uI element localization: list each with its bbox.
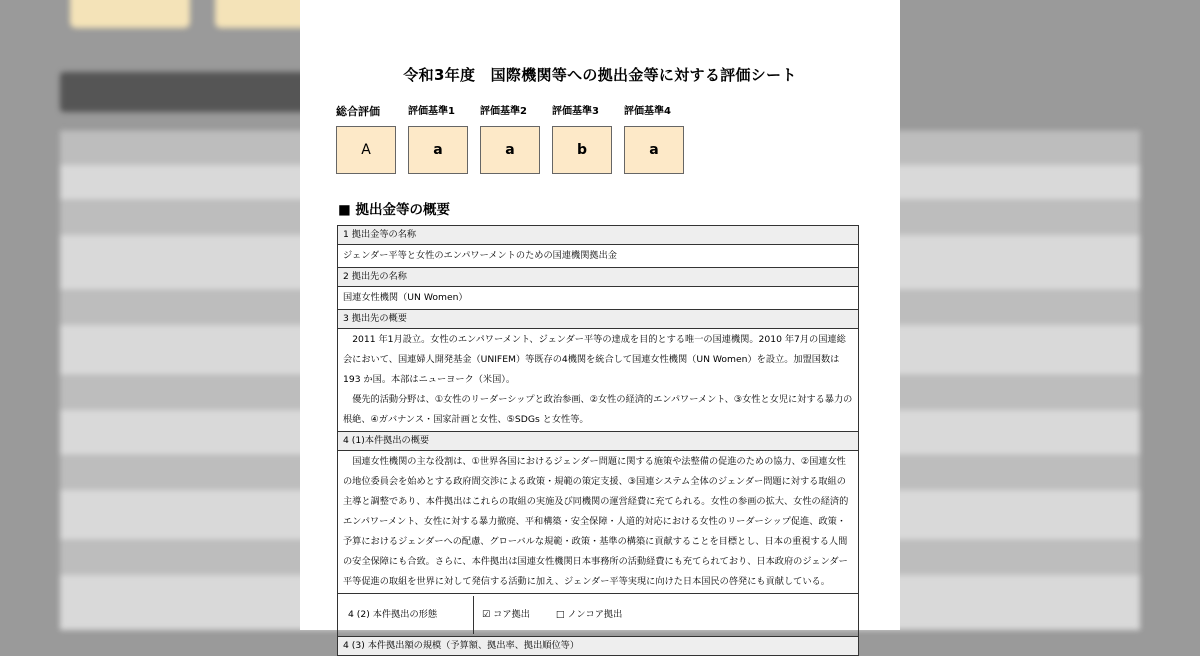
row-heading: 1 拠出金等の名称 xyxy=(338,226,859,245)
core-checkbox[interactable]: ☑ コア拠出 xyxy=(482,609,530,620)
grade-label: 評価基準3 xyxy=(552,106,599,117)
section-title: ■ 拠出金等の概要 xyxy=(338,202,450,218)
table-row-header xyxy=(338,432,859,451)
grade-overall xyxy=(336,104,396,174)
evaluation-sheet-document xyxy=(300,0,900,651)
table-row-contribution-type xyxy=(338,594,859,637)
grade-label: 評価基準2 xyxy=(480,106,527,117)
grade-label: 総合評価 xyxy=(336,105,380,118)
row-heading: 3 拠出先の概要 xyxy=(338,310,859,329)
grade-criterion-3 xyxy=(552,104,612,174)
document-title: 令和3年度 国際機関等への拠出金等に対する評価シート xyxy=(403,66,797,84)
row-heading: 2 拠出先の名称 xyxy=(338,268,859,287)
grade-value: a xyxy=(408,126,468,174)
grade-criterion-4 xyxy=(624,104,684,174)
table-row xyxy=(338,245,859,268)
row-content xyxy=(338,329,859,432)
table-row-header xyxy=(338,226,859,245)
contribution-type-label: 4 (2) 本件拠出の形態 xyxy=(343,596,474,634)
paragraph: 2011 年1月設立。女性のエンパワーメント、ジェンダー平等の達成を目的とする唯一の国連機関。2010 年7月の国連総会において、国連婦人開発基金（UNIFEM）等既存の4機関を統合して国連女性機関（UN Women）を設立。加盟国数は 193 か国。本部はニューヨーク（米国）。 xyxy=(343,334,846,385)
table-row xyxy=(338,451,859,594)
row-content: ジェンダー平等と女性のエンパワーメントのための国連機関拠出金 xyxy=(338,245,859,268)
summary-table xyxy=(337,225,859,656)
grade-value: A xyxy=(336,126,396,174)
row-heading: 4 (1)本件拠出の概要 xyxy=(338,432,859,451)
grade-label: 評価基準4 xyxy=(624,106,671,117)
row-content: 国連女性機関（UN Women） xyxy=(338,287,859,310)
paragraph: 国連女性機関の主な役割は、①世界各国におけるジェンダー問題に関する施策や法整備の促進のための協力、②国連女性の地位委員会を始めとする政府間交渉による政策・規範の策定支援、③国連システム全体のジェンダー問題に対する取組の主導と調整であり、本件拠出はこれらの取組の実施及び同機関の運営経費に充てられる。女性の参画の拡大、女性の経済的エンパワーメント、女性に対する暴力撤廃、平和構築・安全保障・人道的対応における女性のリーダーシップ促進、政策・予算におけるジェンダーへの配慮、グローバルな規範・政策・基準の構築に貢献することを目標とし、日本の重視する人間の安全保障にも合致。さらに、本件拠出は国連女性機関日本事務所の活動経費にも充てられており、日本政府のジェンダー平等促進の取組を世界に対して発信する活動に加え、ジェンダー平等実現に向けた日本国民の啓発にも貢献している。 xyxy=(343,456,849,587)
paragraph: 優先的活動分野は、①女性のリーダーシップと政治参画、②女性の経済的エンパワーメント、③女性と女児に対する暴力の根絶、④ガバナンス・国家計画と女性、⑤SDGs と女性等。 xyxy=(343,394,853,425)
table-row-header xyxy=(338,310,859,329)
row-heading: 4 (3) 本件拠出額の規模（予算額、拠出率、拠出順位等） xyxy=(338,637,859,656)
table-row-header xyxy=(338,637,859,656)
contribution-type-options xyxy=(474,596,630,634)
grade-label: 評価基準1 xyxy=(408,106,455,117)
grade-panel xyxy=(336,104,736,184)
table-row xyxy=(338,329,859,432)
grade-value: b xyxy=(552,126,612,174)
table-row xyxy=(338,287,859,310)
row-content xyxy=(338,594,859,637)
table-row-header xyxy=(338,268,859,287)
grade-criterion-1 xyxy=(408,104,468,174)
noncore-checkbox[interactable]: □ ノンコア拠出 xyxy=(555,609,623,620)
grade-value: a xyxy=(480,126,540,174)
grade-value: a xyxy=(624,126,684,174)
grade-criterion-2 xyxy=(480,104,540,174)
row-content xyxy=(338,451,859,594)
